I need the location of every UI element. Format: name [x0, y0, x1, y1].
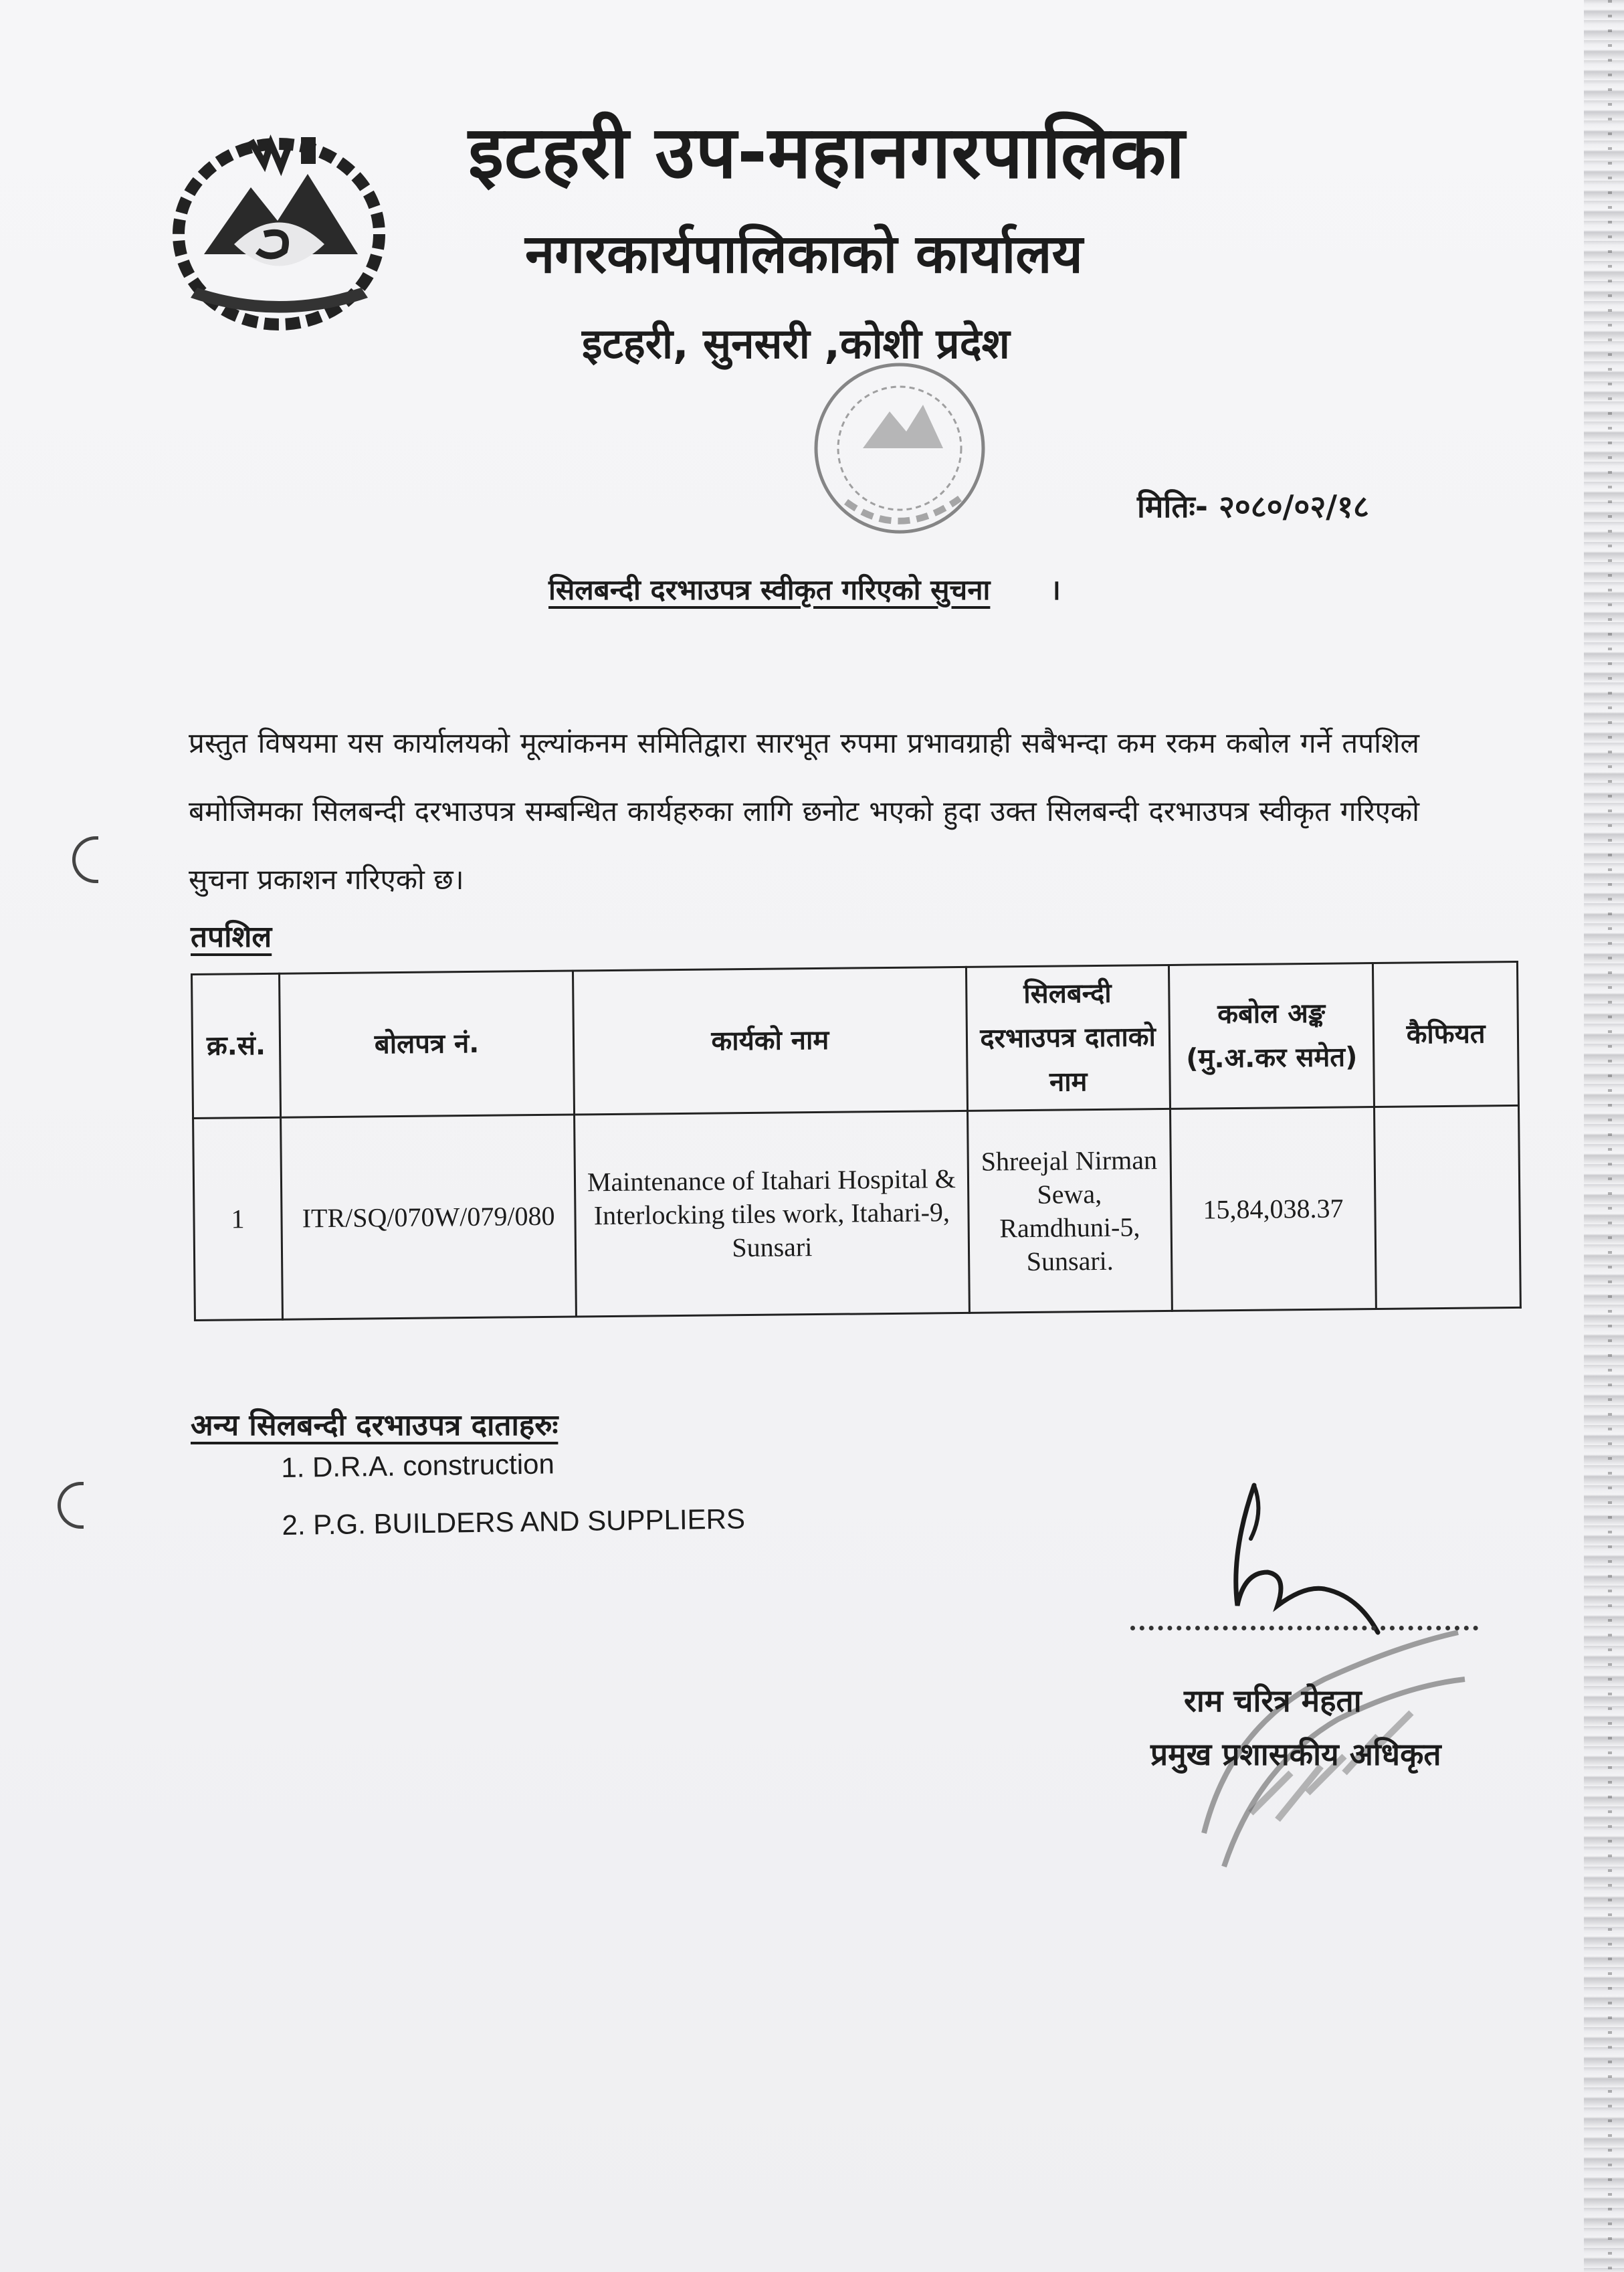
issue-date: मितिः- २०८०/०२/१८	[1137, 488, 1369, 525]
notice-body: प्रस्तुत विषयमा यस कार्यालयको मूल्यांकनम समितिद्वारा सारभूत रुपमा प्रभावग्राही सबैभन्दा कम रकम कबोल गर्ने तपशिल बमोजिमका सिलबन्दी दरभाउपत्र सम्बन्धित कार्यहरुका लागि छनोट भएको हुदा उक्त सिलबन्दी दरभाउपत्र स्वीकृत गरिएको सुचना प्रकाशन गरिएको छ।	[189, 727, 1419, 896]
scan-edge-marks	[1608, 0, 1612, 2272]
office-title: नगरकार्यपालिकाको कार्यालय	[525, 223, 1083, 285]
cell-bidder: Shreejal Nirman Sewa, Ramdhuni-5, Sunsari.	[967, 1109, 1172, 1313]
cell-bid-no: ITR/SQ/070W/079/080	[281, 1115, 577, 1319]
details-heading: तपशिल	[191, 920, 272, 954]
scan-edge	[1584, 0, 1624, 2272]
notice-subject: सिलबन्दी दरभाउपत्र स्वीकृत गरिएको सुचना	[548, 573, 991, 606]
signatory-name: राम चरित्र मेहता	[1184, 1683, 1362, 1719]
nepal-emblem-icon	[164, 127, 395, 335]
bid-award-table	[191, 961, 1522, 1321]
cell-amount: 15,84,038.37	[1170, 1107, 1377, 1311]
other-bidders-list	[281, 1445, 746, 1567]
table-row	[193, 1105, 1521, 1320]
subject-terminator: ।	[1050, 573, 1061, 606]
cell-work-name: Maintenance of Itahari Hospital & Interlocking tiles work, Itahari-9, Sunsari	[575, 1111, 969, 1317]
cell-sn: 1	[193, 1117, 283, 1320]
header-bid-no: बोलपत्र नं.	[280, 971, 575, 1117]
municipality-title: इटहरी उप-महानगरपालिका	[468, 111, 1186, 195]
punch-hole-icon	[58, 1482, 84, 1529]
list-item: 1. D.R.A. construction	[281, 1448, 555, 1483]
office-address: इटहरी, सुनसरी ,कोशी प्रदेश	[582, 319, 1010, 368]
list-item: 2. P.G. BUILDERS AND SUPPLIERS	[282, 1503, 746, 1541]
header-bidder: सिलबन्दी दरभाउपत्र दाताको नाम	[966, 965, 1170, 1111]
table-header-row	[192, 961, 1519, 1118]
header-remarks: कैफियत	[1373, 961, 1519, 1107]
cell-remarks	[1375, 1105, 1520, 1309]
header-sn: क्र.सं.	[192, 973, 281, 1118]
header-amount: कबोल अङ्क (मु.अ.कर समेत)	[1169, 963, 1375, 1109]
header-work-name: कार्यको नाम	[573, 967, 967, 1115]
other-bidders-heading: अन्य सिलबन्दी दरभाउपत्र दाताहरुः	[191, 1408, 559, 1442]
signatory-title: प्रमुख प्रशासकीय अधिकृत	[1150, 1736, 1441, 1772]
office-seal-stamp	[799, 348, 1000, 555]
punch-hole-icon	[72, 836, 98, 883]
